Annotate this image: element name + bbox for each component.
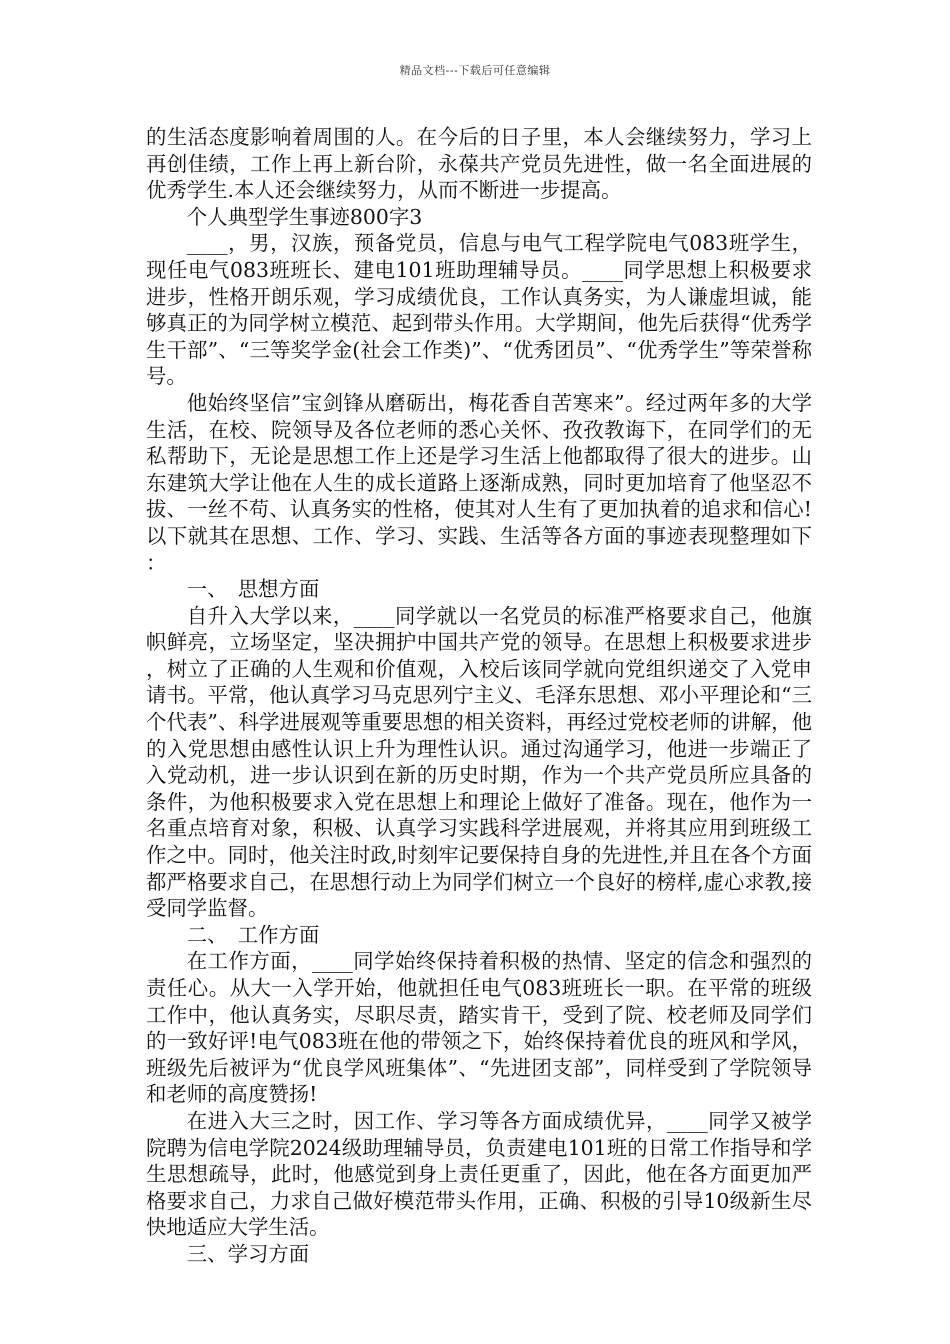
heading-ideology: 一、 思想方面 — [186, 577, 320, 602]
paragraph-work-1: 在工作方面，____同学始终保持着积极的热情、坚定的信念和强烈的责任心。从大一入学开始，他就担任电气083班班长一职。在平常的班级工作中，他认真务实，尽职尽责，踏实肯干，受到了院、校老师及同学们的一致好评!电气083班在他的带领之下，始终保持着优良的班风和学风，班级先后被评为“优良学风班集体”、“先进团支部”，同样受到了学院领导和老师的高度赞扬! — [146, 949, 812, 1107]
heading-study: 三、学习方面 — [186, 1241, 310, 1266]
paragraph-profile: ____，男，汉族，预备党员，信息与电气工程学院电气083班学生，现任电气083班班长、建电101班助理辅导员。____同学思想上积极要求进步，性格开朗乐观，学习成绩优良，工作认真务实，为人谦虚坦诚，能够真正的为同学树立模范、起到带头作用。大学期间，他先后获得“优秀学生干部”、“三等奖学金(社会工作类)”、“优秀团员”、“优秀学生”等荣誉称号。 — [146, 231, 812, 389]
section-title: 个人典型学生事迹800字3 — [186, 204, 423, 229]
paragraph-ideology: 自升入大学以来，____同学就以一名党员的标准严格要求自己，他旗帜鲜亮，立场坚定，坚决拥护中国共产党的领导。在思想上积极要求进步，树立了正确的人生观和价值观，入校后该同学就向党组织递交了入党申请书。平常，他认真学习马克思列宁主义、毛泽东思想、邓小平理论和“三个代表”、科学进展观等重要思想的相关资料，再经过党校老师的讲解，他的入党思想由感性认识上升为理性认识。通过沟通学习，他进一步端正了入党动机，进一步认识到在新的历史时期，作为一个共产党员所应具备的条件，为他积极要求入党在思想上和理论上做好了准备。现在，他作为一名重点培育对象，积极、认真学习实践科学进展观，并将其应用到班级工作之中。同时，他关注时政,时刻牢记要保持自身的先进性,并且在各个方面都严格要求自己，在思想行动上为同学们树立一个良好的榜样,虚心求教,接受同学监督。 — [146, 603, 812, 921]
document-body — [146, 124, 812, 1268]
paragraph-work-2: 在进入大三之时，因工作、学习等各方面成绩优异，____同学又被学院聘为信电学院2024级助理辅导员，负责建电101班的日常工作指导和学生思想疏导，此时，他感觉到身上责任更重了，因此，他在各方面更加严格要求自己，力求自己做好模范带头作用，正确、积极的引导10级新生尽快地适应大学生活。 — [146, 1108, 812, 1240]
page-header: 精品文档---下载后可任意编辑 — [399, 64, 551, 77]
paragraph-overview: 他始终坚信”宝剑锋从磨砺出，梅花香自苦寒来”。经过两年多的大学生活，在校、院领导及各位老师的悉心关怀、孜孜教诲下，在同学们的无私帮助下，无论是思想工作上还是学习生活上他都取得了很大的进步。山东建筑大学让他在人生的成长道路上逐渐成熟，同时更加培育了他坚忍不拔、一丝不苟、认真务实的性格，使其对人生有了更加执着的追求和信心!以下就其在思想、工作、学习、实践、生活等各方面的事迹表现整理如下： — [146, 390, 812, 575]
heading-work: 二、 工作方面 — [186, 922, 320, 947]
paragraph-intro-continuation: 的生活态度影响着周围的人。在今后的日子里，本人会继续努力，学习上再创佳绩，工作上再上新台阶，永葆共产党员先进性，做一名全面进展的优秀学生.本人还会继续努力，从而不断进一步提高。 — [146, 125, 812, 203]
